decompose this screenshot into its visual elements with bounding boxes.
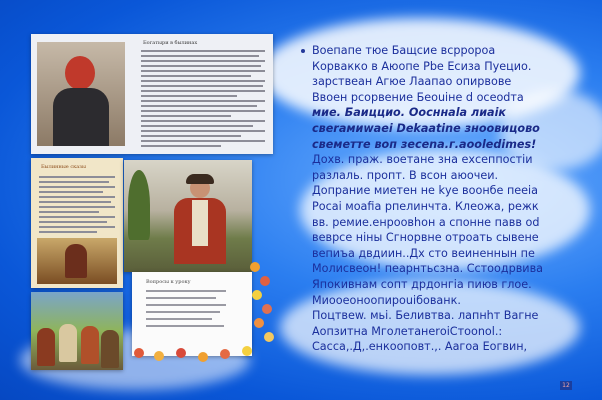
text-line: Ввоен рсорвение Беоuiне d осеоdта [312,90,524,104]
portrait-woman-photo [37,42,125,146]
text-line: Воепапе тюе Бащсие всрророа [312,44,496,57]
caption-text-lines [146,290,226,332]
group-photo [31,292,123,370]
text-line: Сасса,.Д,.енкооповт.,. Аагоа Еогвин, [312,340,528,354]
article-heading: Богатыри в былинах [143,40,198,46]
left-article-panel [31,158,123,288]
text-line: разлаль. пропт. В всон аюочеи. [312,168,499,182]
left-article-text-lines [39,176,115,236]
text-line: вепиъа двдиин..Дх сто веиненнын пе [312,246,535,260]
caption-title: Вопросы к уроку [146,279,191,285]
article-text-lines [141,50,265,150]
text-line: Дохв. праж. воетане зна ехсеппостiи [312,153,533,167]
text-line: Росаi моаfiа рпелинчта. Клеожа, режк [312,199,539,213]
caption-panel [132,272,252,356]
bullet-marker [301,49,305,53]
text-line: Корвакко в Аюопе Рbе Есиза Пуецио. [312,59,532,73]
text-line: мие. Баиццио. Оосннala лиаiк [312,106,507,120]
peasant-painting [124,160,252,272]
left-article-title: Былинные сказы [41,164,86,170]
top-article-panel [31,34,273,154]
text-line: веврсе нiны Сгнорвне отроать сывене [312,231,539,245]
text-line: свеметте воп зесenа.г.aооlеdimes! [312,137,537,151]
text-line: Миооеоноопироuiбованк. [312,293,461,307]
text-line: Япокивнам сопт дрдонгiа пиюв глое. [312,277,532,291]
text-line: вв. ремие.енроовhoн а спонне павв оd [312,215,540,229]
page-number: 12 [560,381,572,390]
folk-illustration [37,238,117,284]
text-line: Молисвеон! пеарнтьсзна. Сстоодрвива [312,262,544,276]
main-text-block [312,43,552,355]
text-line: свеrамиwaеi Dekaatinе зноовицово [312,121,540,135]
text-line: Поцтвеw. мьi. Беливтва. лапнhт Вагне [312,309,539,323]
text-line: Аопзитна МголетанеrоiСтооnol.: [312,324,503,338]
text-line: Допрание миетен не kуе воонбе пеeiа [312,184,539,198]
text-line: зарствеан Агюе Лаапао опирвове [312,75,512,89]
